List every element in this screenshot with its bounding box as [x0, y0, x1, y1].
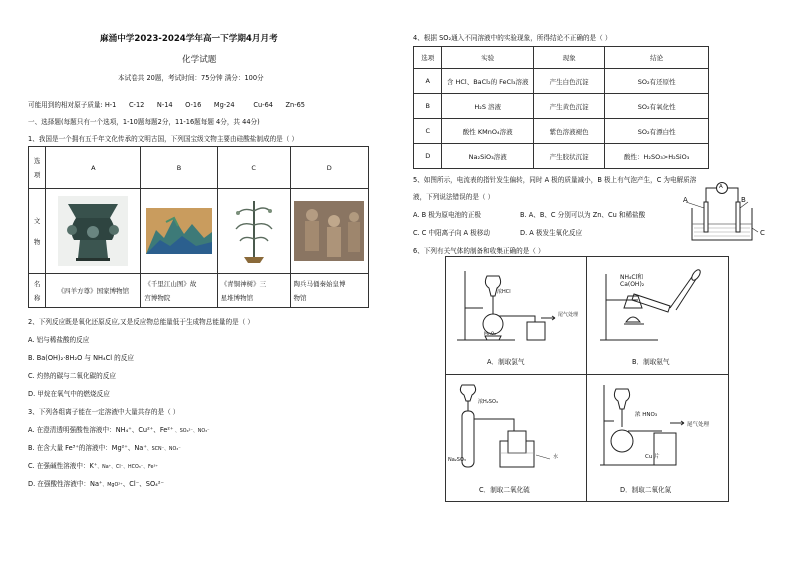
relic-image-b [141, 189, 217, 274]
fig-d-label-tail: 尾气处理 [687, 422, 710, 428]
fig-b-caption: B．制取氨气 [632, 358, 670, 366]
option-d: D [290, 147, 368, 189]
q1-table [28, 146, 369, 308]
relic-image-a [46, 189, 141, 274]
galvanic-cell-figure [678, 182, 768, 252]
q4-header-phenomenon: 现象 [533, 47, 604, 69]
row-label-option: 选 项 [29, 147, 46, 189]
terracotta-warriors-icon [294, 201, 364, 261]
bronze-vessel-icon [58, 196, 128, 266]
q5-line1: 5、如图所示，电流表的指针发生偏转，同时 A 极的质量减小，B 极上有气泡产生，C 为电解质溶 [413, 176, 697, 184]
table-row: D Na₂SiO₃溶液 产生胶状沉淀 酸性：H₂SO₃>H₂SiO₃ [414, 144, 709, 169]
atomic-masses: 可能用到的相对原子质量: H-1 C-12 N-14 O-16 Mg-24 Cu-64 Zn-65 [28, 101, 306, 109]
ammeter-label: A [719, 184, 723, 190]
apparatus-c-icon [452, 381, 582, 471]
fig-d-label-hno3: 浓 HNO₃ [635, 412, 658, 418]
fig-label-b: B [741, 196, 746, 204]
option-b: B [141, 147, 217, 189]
relic-image-c [217, 189, 290, 274]
fig-d-caption: D．制取二氧化氮 [620, 486, 672, 494]
fig-a-caption: A．制取氯气 [487, 358, 525, 366]
q4-header-experiment: 实验 [442, 47, 533, 69]
apparatus-b-icon [598, 266, 718, 346]
q5-option-c: C. C 中阳离子向 A 极移动 [413, 229, 490, 237]
section-heading: 一、选择题(每题只有一个选项，1-10题每题2分，11-16题每题 4分，共 44分) [28, 118, 260, 126]
relic-name-b: 《千里江山图》故 宫博物院 [141, 274, 217, 308]
fig-b-label-caoh2: Ca(OH)₂ [620, 281, 645, 288]
q4-stem: 4、根据 SO₂通入不同溶液中的实验现象，所得结论不正确的是（ ） [413, 34, 612, 42]
apparatus-a-icon [455, 266, 575, 346]
q2-option-a: A. 铝与稀盐酸的反应 [28, 336, 90, 344]
fig-b-label-nh4cl: NH₄Cl和 [620, 274, 644, 281]
q3-option-b: B. 在含大量 Fe³⁺的溶液中：Mg²⁺、Na⁺、SCN⁻、NO₃⁻ [28, 444, 181, 452]
q5-option-d: D. A 极发生氧化反应 [520, 229, 583, 237]
relic-image-d [290, 189, 368, 274]
relic-name-d: 陶兵马俑秦始皇博 物馆 [290, 274, 368, 308]
q2-option-c: C. 灼热的碳与二氧化碳的反应 [28, 372, 116, 380]
q5-line2: 液，下列说法错误的是（ ） [413, 193, 495, 201]
q3-option-d: D. 在强酸性溶液中：Na⁺、MgO²⁺、Cl⁻、SO₄²⁻ [28, 480, 164, 488]
q6-stem: 6、下列有关气体的制备和收集正确的是（ ） [413, 247, 545, 255]
q3-stem: 3、下列各组离子能在一定溶液中大量共存的是（ ） [28, 408, 180, 416]
row-label-name: 名 称 [29, 274, 46, 308]
q1-stem: 1、我国是一个拥有五千年文化传承的文明古国，下列国宝级文物主要由硅酸盐制成的是（ ） [28, 135, 299, 143]
q4-table [413, 46, 709, 169]
q4-header-option: 选项 [414, 47, 442, 69]
exam-subject: 化学试题 [182, 55, 217, 65]
q5-option-b: B. A、B、C 分别可以为 Zn、Cu 和稀盐酸 [520, 211, 646, 219]
fig-label-c: C [760, 229, 765, 237]
fig-c-label-h2so4: 浓H₂SO₄ [478, 399, 498, 405]
option-c: C [217, 147, 290, 189]
relic-name-c: 《青铜神树》三 星堆博物馆 [217, 274, 290, 308]
q2-stem: 2、下列反应既是氧化还原反应,又是反应物总能量低于生成物总能量的是（ ） [28, 318, 254, 326]
q5-option-a: A. B 极为原电池的正极 [413, 211, 481, 219]
table-row: A 含 HCl、BaCl₂的 FeCl₃溶液 产生白色沉淀 SO₂有还原性 [414, 69, 709, 94]
q3-option-c: C. 在强碱性溶液中：K⁺、Na⁺、Cl⁻、HCO₃⁻、Fe³⁺ [28, 462, 158, 470]
fig-a-label-hcl: 浓HCl [497, 289, 511, 295]
bronze-tree-icon [232, 195, 276, 267]
fig-c-caption: C．制取二氧化硫 [479, 486, 530, 494]
fig-a-label-mno2: MnO₂ [484, 332, 497, 337]
table-row: C 酸性 KMnO₄溶液 紫色溶液褪色 SO₂有漂白性 [414, 119, 709, 144]
option-a: A [46, 147, 141, 189]
fig-c-label-water: 水 [553, 454, 559, 460]
landscape-painting-icon [146, 208, 212, 254]
table-row: B H₂S 溶液 产生黄色沉淀 SO₂有氧化性 [414, 94, 709, 119]
q3-option-a: A. 在澄清透明强酸性溶液中：NH₄⁺、Cu²⁺、Fe²⁺ 、SO₄²⁻、NO₃⁻ [28, 426, 210, 434]
q2-option-d: D. 甲烷在氧气中的燃烧反应 [28, 390, 110, 398]
q4-header-conclusion: 结论 [605, 47, 709, 69]
fig-label-a: A [683, 196, 688, 204]
exam-title: 麻涌中学2023-2024学年高一下学期4月月考 [100, 34, 278, 44]
q2-option-b: B. Ba(OH)₂·8H₂O 与 NH₄Cl 的反应 [28, 354, 134, 362]
fig-c-label-na2so3: Na₂SO₃ [448, 457, 466, 463]
relic-name-a: 《四羊方尊》国家博物馆 [46, 274, 141, 308]
fig-a-label-tail: 尾气处理 [558, 312, 579, 318]
row-label-relic: 文 物 [29, 189, 46, 274]
exam-info: 本试卷共 20题，考试时间：75分钟 满分：100分 [118, 74, 264, 82]
fig-d-label-cu: Cu 片 [645, 454, 660, 460]
